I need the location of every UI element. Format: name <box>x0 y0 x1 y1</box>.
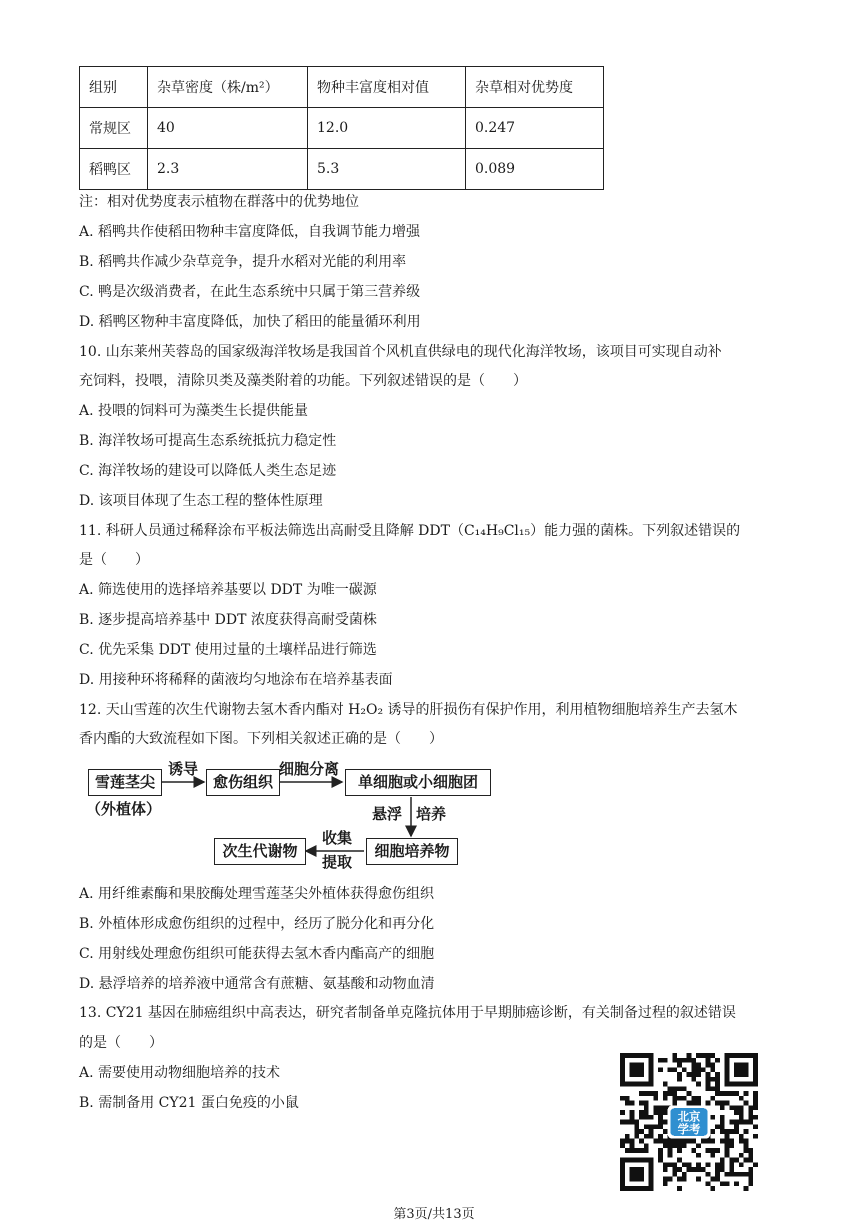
qr-badge-text-top: 北京 <box>677 1109 701 1124</box>
q11-stem-line2: 是（ ） <box>79 552 149 568</box>
q10-option-d: D. 该项目体现了生态工程的整体性原理 <box>79 493 323 509</box>
flow-label-extract: 提取 <box>322 853 353 871</box>
q9-option-d: D. 稻鸭区物种丰富度降低，加快了稻田的能量循环利用 <box>79 314 421 330</box>
table-cell: 12.0 <box>308 108 466 149</box>
flow-box-explant: 雪莲茎尖 <box>88 769 162 796</box>
q10-option-c: C. 海洋牧场的建设可以降低人类生态足迹 <box>79 463 337 479</box>
flow-box-single-cells: 单细胞或小细胞团 <box>345 769 491 796</box>
flow-box-metabolite: 次生代谢物 <box>214 838 306 865</box>
q12-option-d: D. 悬浮培养的培养液中通常含有蔗糖、氨基酸和动物血清 <box>79 976 435 992</box>
q12-stem-line2: 香内酯的大致流程如下图。下列相关叙述正确的是（ ） <box>79 731 443 747</box>
flow-box-callus: 愈伤组织 <box>206 769 280 796</box>
flow-label-induce: 诱导 <box>168 760 199 778</box>
q13-option-b: B. 需制备用 CY21 蛋白免疫的小鼠 <box>79 1095 299 1111</box>
qr-badge-text-bottom: 学考 <box>677 1121 701 1136</box>
table-cell: 0.247 <box>466 108 604 149</box>
q13-stem-line1: 13. CY21 基因在肺癌组织中高表达，研究者制备单克隆抗体用于早期肺癌诊断，有关制备过程的叙述错误 <box>79 1005 736 1021</box>
q12-option-a: A. 用纤维素酶和果胶酶处理雪莲茎尖外植体获得愈伤组织 <box>79 886 435 902</box>
q10-stem-line1: 10. 山东莱州芙蓉岛的国家级海洋牧场是我国首个风机直供绿电的现代化海洋牧场，该项目可实现自动补 <box>79 344 722 360</box>
table-header-cell: 物种丰富度相对值 <box>308 67 466 108</box>
table-header-cell: 杂草相对优势度 <box>466 67 604 108</box>
q11-option-c: C. 优先采集 DDT 使用过量的土壤样品进行筛选 <box>79 642 377 658</box>
flow-box-cell-culture: 细胞培养物 <box>366 838 458 865</box>
table-cell: 5.3 <box>308 149 466 190</box>
qr-code-icon <box>620 1053 758 1191</box>
table-cell: 40 <box>148 108 308 149</box>
q9-option-c: C. 鸭是次级消费者，在此生态系统中只属于第三营养级 <box>79 284 421 300</box>
q10-option-a: A. 投喂的饲料可为藻类生长提供能量 <box>79 403 309 419</box>
q11-option-d: D. 用接种环将稀释的菌液均匀地涂布在培养基表面 <box>79 672 393 688</box>
table-note: 注：相对优势度表示植物在群落中的优势地位 <box>79 194 359 210</box>
table-cell: 稻鸭区 <box>80 149 148 190</box>
q9-option-b: B. 稻鸭共作减少杂草竞争，提升水稻对光能的利用率 <box>79 254 407 270</box>
table-header-cell: 组别 <box>80 67 148 108</box>
q11-option-a: A. 筛选使用的选择培养基要以 DDT 为唯一碳源 <box>79 582 377 598</box>
q12-option-b: B. 外植体形成愈伤组织的过程中，经历了脱分化和再分化 <box>79 916 435 932</box>
flow-label-suspension: 悬浮 <box>372 805 403 823</box>
q12-stem-line1: 12. 天山雪莲的次生代谢物去氢木香内酯对 H₂O₂ 诱导的肝损伤有保护作用，利用植物细胞培养生产去氢木 <box>79 702 738 718</box>
table-cell: 常规区 <box>80 108 148 149</box>
table-header-cell: 杂草密度（株/m²） <box>148 67 308 108</box>
flow-explant-note: （外植体） <box>86 800 162 818</box>
flow-label-collect: 收集 <box>322 829 353 847</box>
q9-option-a: A. 稻鸭共作使稻田物种丰富度降低，自我调节能力增强 <box>79 224 421 240</box>
table-cell: 0.089 <box>466 149 604 190</box>
flow-label-separate: 细胞分离 <box>279 760 340 778</box>
q11-stem-line1: 11. 科研人员通过稀释涂布平板法筛选出高耐受且降解 DDT（C₁₄H₉Cl₁₅）能力强的菌株。下列叙述错误的 <box>79 523 741 539</box>
q13-option-a: A. 需要使用动物细胞培养的技术 <box>79 1065 281 1081</box>
table-cell: 2.3 <box>148 149 308 190</box>
q13-stem-line2: 的是（ ） <box>79 1035 163 1051</box>
q11-option-b: B. 逐步提高培养基中 DDT 浓度获得高耐受菌株 <box>79 612 377 628</box>
q12-option-c: C. 用射线处理愈伤组织可能获得去氢木香内酯高产的细胞 <box>79 946 435 962</box>
q10-option-b: B. 海洋牧场可提高生态系统抵抗力稳定性 <box>79 433 337 449</box>
page-number: 第3页/共13页 <box>393 1207 475 1222</box>
flow-label-culture: 培养 <box>416 805 447 823</box>
q10-stem-line2: 充饲料，投喂，清除贝类及藻类附着的功能。下列叙述错误的是（ ） <box>79 373 527 389</box>
